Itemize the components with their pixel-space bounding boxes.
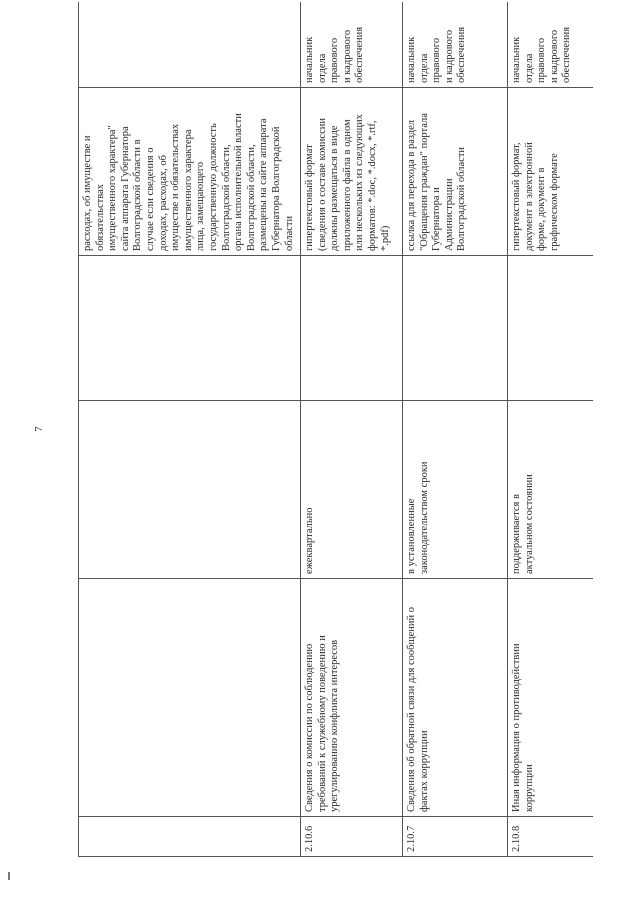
row-number-cell: 2.10.8 (508, 817, 594, 857)
responsible-cell: начальник отдела правового и кадрового обеспечения (403, 2, 508, 88)
info-table (78, 2, 593, 857)
info-name-cell: Иная информация о противодействии коррупции (508, 579, 594, 817)
period-cell (79, 401, 301, 579)
scan-artifact (8, 872, 10, 880)
table-row (301, 2, 403, 857)
format-cell: ссылка для перехода в раздел "Обращения граждан" портала Губернатора и Администрации Волгоградской области (403, 88, 508, 256)
period-cell: поддерживается в актуальном состоянии (508, 401, 594, 579)
rotated-table-container (78, 2, 593, 857)
info-name-cell: Сведения об обратной связи для сообщений о фактах коррупции (403, 579, 508, 817)
empty-cell (301, 256, 403, 401)
table-row (508, 2, 594, 857)
responsible-cell (79, 2, 301, 88)
period-cell: в установленные законодательством сроки (403, 401, 508, 579)
responsible-cell: начальник отдела правового и кадрового обеспечения (508, 2, 594, 88)
table-rotation-frame (78, 2, 593, 857)
format-cell: гипертекстовый формат (сведения о составе комиссии должны размещаться в виде приложенного файла в одном или нескольких из следующих форматов: *.doc, *.docx, *.rtf, *.pdf) (301, 88, 403, 256)
format-cell: расходах, об имуществе и обязательствах имущественного характера" сайта аппарата Губернатора Волгоградской области в случае если сведения о доходах, расходах, об имуществе и обязательствах имущественного характера лица, замещающего государственную должность Волгоградской области, органа исполнительной власти Волгоградской области, размещены на сайте аппарата Губернатора Волгоградской области (79, 88, 301, 256)
table-row (403, 2, 508, 857)
responsible-cell: начальник отдела правового и кадрового обеспечения (301, 2, 403, 88)
format-cell: гипертекстовый формат, документ в электронной форме, документ в графическом формате (508, 88, 594, 256)
empty-cell (508, 256, 594, 401)
period-cell: ежеквартально (301, 401, 403, 579)
table-row (79, 2, 301, 857)
info-name-cell: Сведения о комиссии по соблюдению требований к служебному поведению и урегулированию конфликта интересов (301, 579, 403, 817)
page-number: 7 (32, 426, 45, 432)
info-name-cell (79, 579, 301, 817)
empty-cell (79, 256, 301, 401)
empty-cell (403, 256, 508, 401)
row-number-cell: 2.10.6 (301, 817, 403, 857)
row-number-cell: 2.10.7 (403, 817, 508, 857)
row-number-cell (79, 817, 301, 857)
